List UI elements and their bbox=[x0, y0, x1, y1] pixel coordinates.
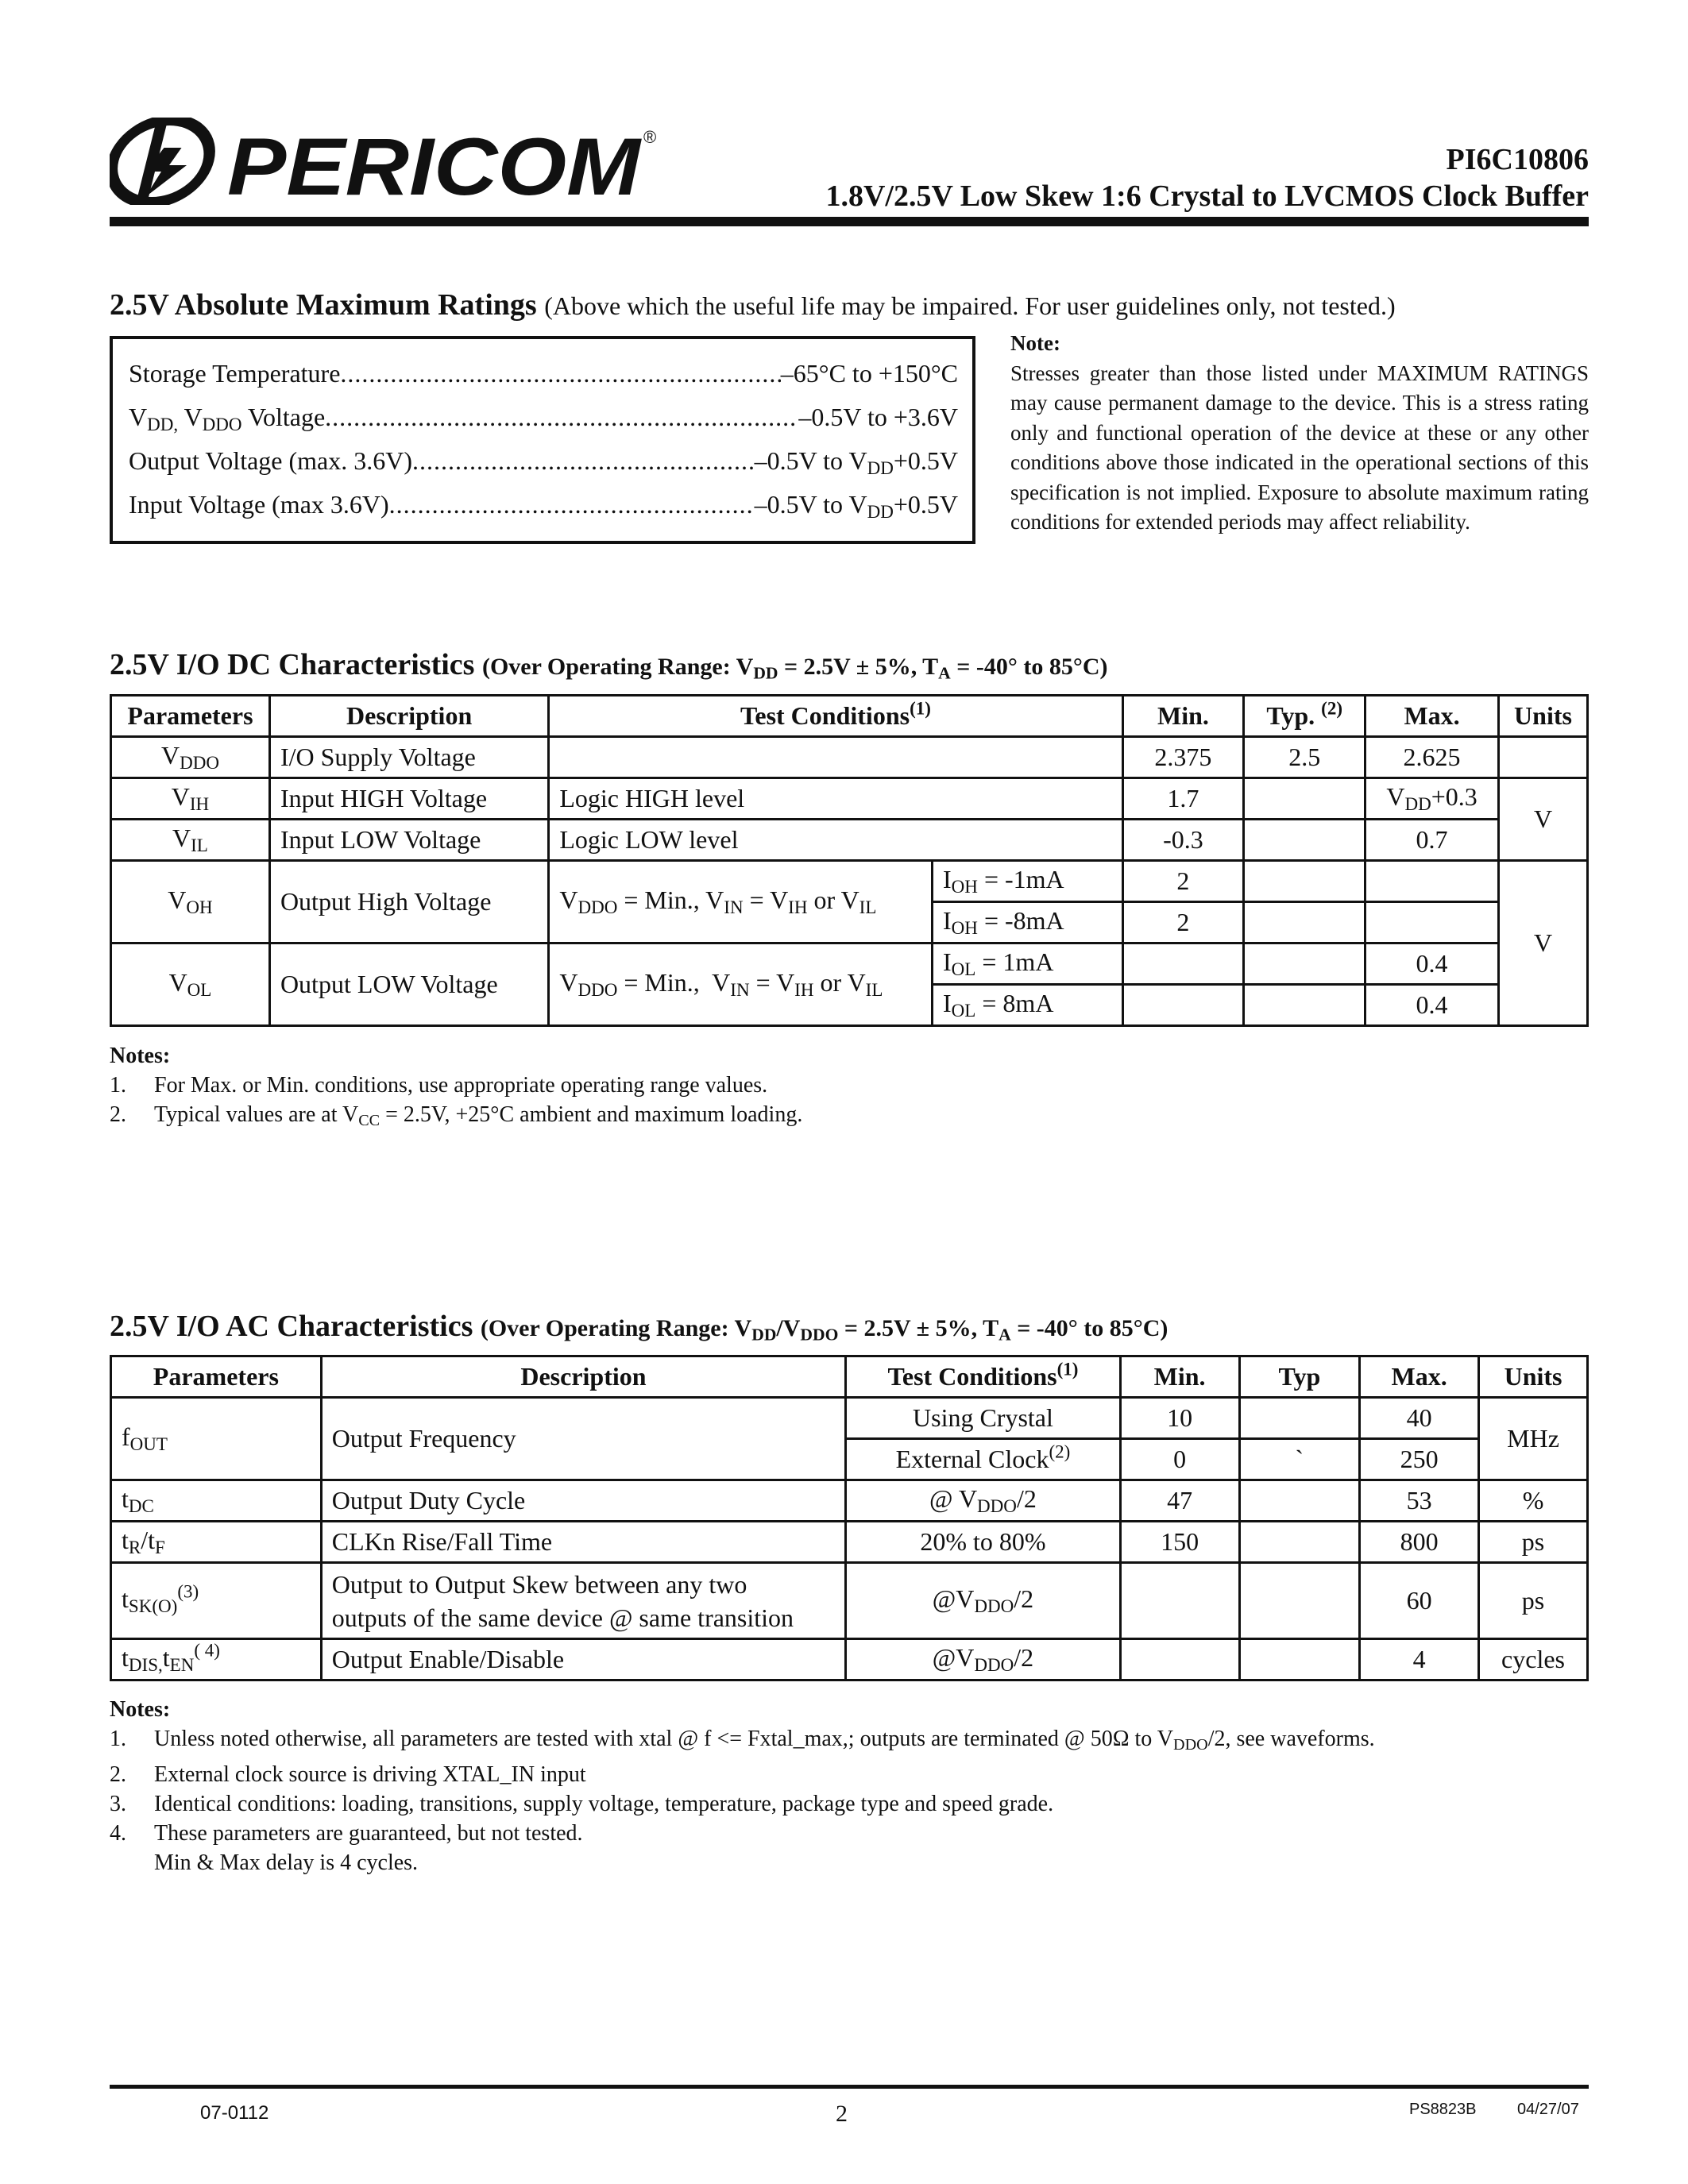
footer-rule bbox=[110, 2085, 1589, 2089]
abs-row-output: Output Voltage (max. 3.6V) ..... –0.5V to $V_{DD}+0.5V$ bbox=[129, 439, 958, 483]
table-row: $t_{DIS,}t_{EN}^{( 4)}$ Output Enable/Disable $@V_{DDO}/2$ 4 cycles bbox=[111, 1639, 1588, 1680]
part-number: PI6C10806 bbox=[1446, 143, 1589, 176]
abs-max-title: 2.5V Absolute Maximum Ratings (Above which the useful life may be impaired. For user guidelines only, not tested.) bbox=[110, 288, 1396, 322]
table-row: $f_{OUT}$ Output Frequency Using Crystal 10 40 MHz bbox=[111, 1398, 1588, 1439]
table-row: $V_{OL}$ Output LOW Voltage $V_{DDO}$ = Min., $V_{IN} = V_{IH}$ or $V_{IL}$ $I_{OL} = 1mA$ 0.4 bbox=[111, 943, 1588, 985]
pericom-logo bbox=[110, 118, 658, 205]
dc-header-row: Parameters Description Test Conditions$^{(1)}$ Min. Typ. $^{(2)}$ Max. Units bbox=[111, 696, 1588, 737]
header-rule bbox=[110, 217, 1589, 226]
table-row: $t_{DC}$ Output Duty Cycle @ $V_{DDO}/2$ 47 53 % bbox=[111, 1480, 1588, 1522]
table-row: $V_{IH}$ Input HIGH Voltage Logic HIGH level 1.7 $V_{DD}+0.3$ V bbox=[111, 778, 1588, 820]
table-row: $t_R/t_F$ CLKn Rise/Fall Time 20% to 80% 150 800 ps bbox=[111, 1522, 1588, 1563]
abs-row-storage: Storage Temperature ..... –65°C to +150°C bbox=[129, 352, 958, 396]
abs-max-box bbox=[110, 336, 975, 544]
ac-notes: Notes: 1. Unless noted otherwise, all parameters are tested with xtal @ f <= Fxtal_max,; outputs are terminated @ 50Ω to $V_{DDO}/2$, see waveforms. 2. External clock source is driving XTAL_IN input 3. Identical conditions: loading, transitions, supply voltage, temperature, package type and speed grade. 4. These parameters are guaranteed, but not tested. Min & Max delay is 4 cycles. bbox=[110, 1697, 1375, 1876]
abs-row-vdd: $V_{DD,}$ $V_{DDO}$ Voltage ..... –0.5V to +3.6V bbox=[129, 396, 958, 439]
ac-table bbox=[110, 1355, 1589, 1681]
footer-doc-code: 07-0112 bbox=[200, 2102, 269, 2124]
ac-title: 2.5V I/O AC Characteristics (Over Operating Range: $V_{DD}/V_{DDO} = 2.5V \pm 5\%$, $T_A = -40^\circ$ to 85°C) bbox=[110, 1310, 1168, 1345]
ac-header-row: Parameters Description Test Conditions$^{(1)}$ Min. Typ Max. Units bbox=[111, 1356, 1588, 1398]
table-row: $I_{OH} = -8mA$ 2 bbox=[111, 902, 1588, 943]
table-row: $t_{SK(O)}^{(3)}$ Output to Output Skew between any two outputs of the same device @ same transition $@V_{DDO}/2$ 60 ps bbox=[111, 1563, 1588, 1639]
page-number: 2 bbox=[836, 2101, 848, 2127]
svg-text:PERICOM: PERICOM bbox=[227, 122, 643, 205]
dc-notes: Notes: 1. For Max. or Min. conditions, use appropriate operating range values. 2. Typical values are at $V_{CC} = 2.5V$, +25°C ambient and maximum loading. bbox=[110, 1044, 803, 1130]
abs-row-input: Input Voltage (max 3.6V) ..... –0.5V to $V_{DD}+0.5V$ bbox=[129, 483, 958, 527]
table-row: External Clock$^{(2)}$ 0 ` 250 bbox=[111, 1439, 1588, 1480]
table-row: $V_{OH}$ Output High Voltage $V_{DDO}$ = Min., $V_{IN} = V_{IH}$ or $V_{IL}$ $I_{OH} = -1mA$ 2 V bbox=[111, 861, 1588, 902]
doc-subtitle: 1.8V/2.5V Low Skew 1:6 Crystal to LVCMOS Clock Buffer bbox=[825, 179, 1589, 213]
abs-max-note: Note: Stresses greater than those listed under MAXIMUM RATINGS may cause permanent damage to the device. This is a stress rating only and functional operation of the device at these or any other conditions above those indicated in the operational sections of this specification is not implied. Exposure to absolute maximum rating conditions for extended periods may affect reliability. bbox=[1010, 331, 1589, 534]
dc-title: 2.5V I/O DC Characteristics (Over Operating Range: $V_{DD} = 2.5V \pm 5\%$, $T_A = -40^\circ$ to 85°C) bbox=[110, 648, 1108, 683]
table-row: $I_{OL} = 8mA$ 0.4 bbox=[111, 985, 1588, 1026]
svg-text:®: ® bbox=[643, 127, 657, 147]
header-titles bbox=[825, 141, 1589, 214]
footer-ps: PS8823B bbox=[1409, 2101, 1477, 2118]
table-row: $V_{IL}$ Input LOW Voltage Logic LOW level -0.3 0.7 bbox=[111, 820, 1588, 861]
footer-date: 04/27/07 bbox=[1517, 2101, 1579, 2118]
dc-table bbox=[110, 694, 1589, 1027]
table-row: $V_{DDO}$ I/O Supply Voltage 2.375 2.5 2.625 bbox=[111, 737, 1588, 778]
